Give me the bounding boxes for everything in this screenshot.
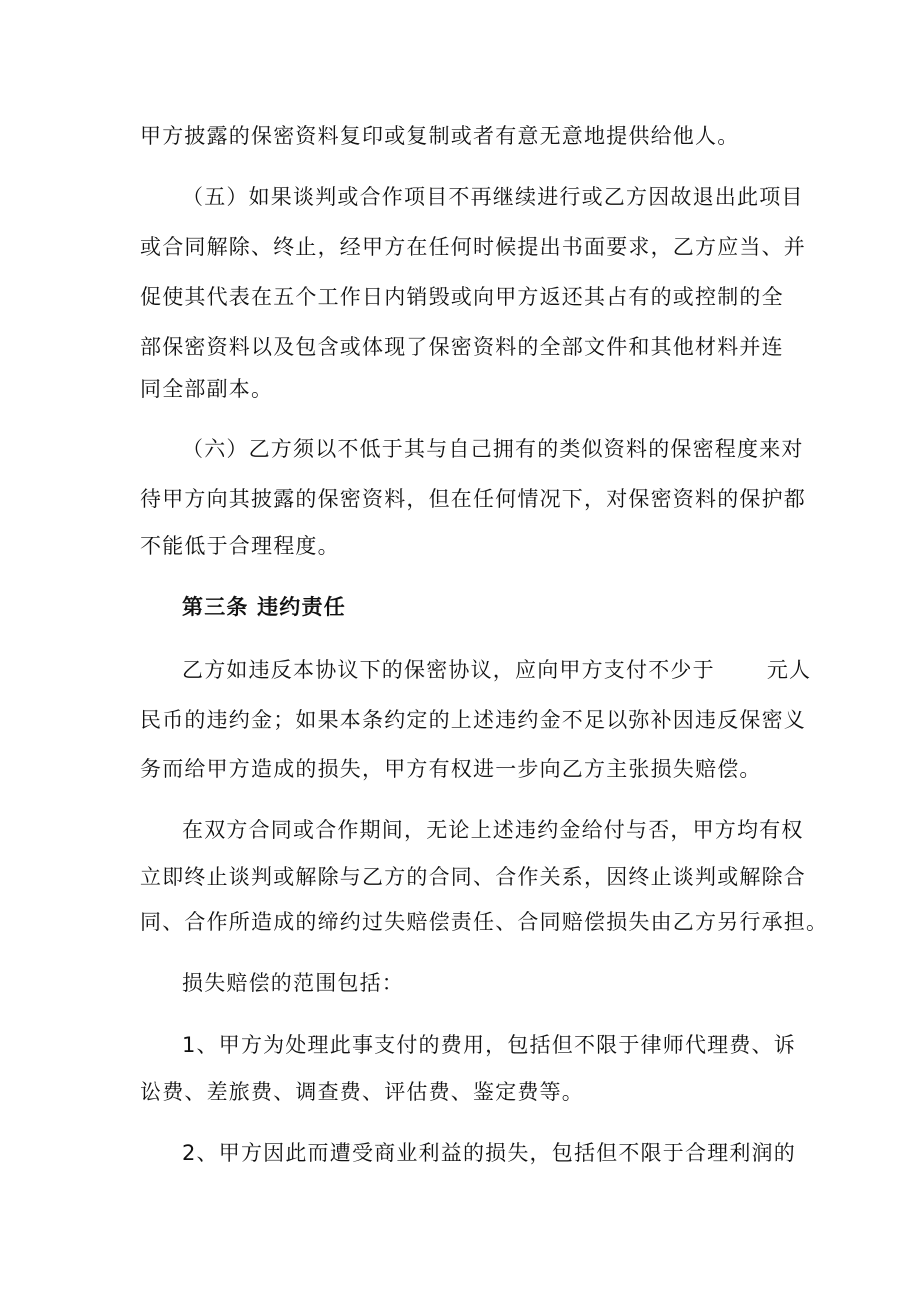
text-line: 或合同解除、终止，经甲方在任何时候提出书面要求，乙方应当、并 xyxy=(140,235,806,259)
text-line: 在双方合同或合作期间，无论上述违约金给付与否，甲方均有权 xyxy=(182,818,804,842)
text-line: 务而给甲方造成的损失，甲方有权进一步向乙方主张损失赔偿。 xyxy=(140,757,762,781)
text-line xyxy=(182,655,811,685)
text-line: 民币的违约金；如果本条约定的上述违约金不足以弥补因违反保密义 xyxy=(140,708,806,732)
penalty-unit: 元人 xyxy=(766,658,812,682)
text-line: 同、合作所造成的缔约过失赔偿责任、合同赔偿损失由乙方另行承担。 xyxy=(140,910,829,934)
text-line: 待甲方向其披露的保密资料，但在任何情况下，对保密资料的保护都 xyxy=(140,487,806,511)
list-item: 2、甲方因此而遭受商业利益的损失，包括但不限于合理利润的 xyxy=(182,1141,796,1165)
clause-6-line: （六）乙方须以不低于其与自己拥有的类似资料的保密程度来对 xyxy=(182,437,804,461)
text-line: 讼费、差旅费、调查费、评估费、鉴定费等。 xyxy=(140,1080,584,1104)
penalty-text: 乙方如违反本协议下的保密协议，应向甲方支付不少于 xyxy=(182,658,715,682)
text-line: 不能低于合理程度。 xyxy=(140,534,340,558)
text-line: 部保密资料以及包含或体现了保密资料的全部文件和其他材料并连 xyxy=(140,335,784,359)
text-line: 损失赔偿的范围包括： xyxy=(182,971,404,995)
text-line: 立即终止谈判或解除与乙方的合同、合作关系，因终止谈判或解除合 xyxy=(140,865,806,889)
section-heading: 第三条 违约责任 xyxy=(182,595,346,619)
text-line: 促使其代表在五个工作日内销毁或向甲方返还其占有的或控制的全 xyxy=(140,285,784,309)
clause-5-line: （五）如果谈判或合作项目不再继续进行或乙方因故退出此项目 xyxy=(182,185,804,209)
list-item: 1、甲方为处理此事支付的费用，包括但不限于律师代理费、诉 xyxy=(182,1033,796,1057)
text-line: 同全部副本。 xyxy=(140,377,274,401)
text-line: 甲方披露的保密资料复印或复制或者有意无意地提供给他人。 xyxy=(140,124,740,148)
